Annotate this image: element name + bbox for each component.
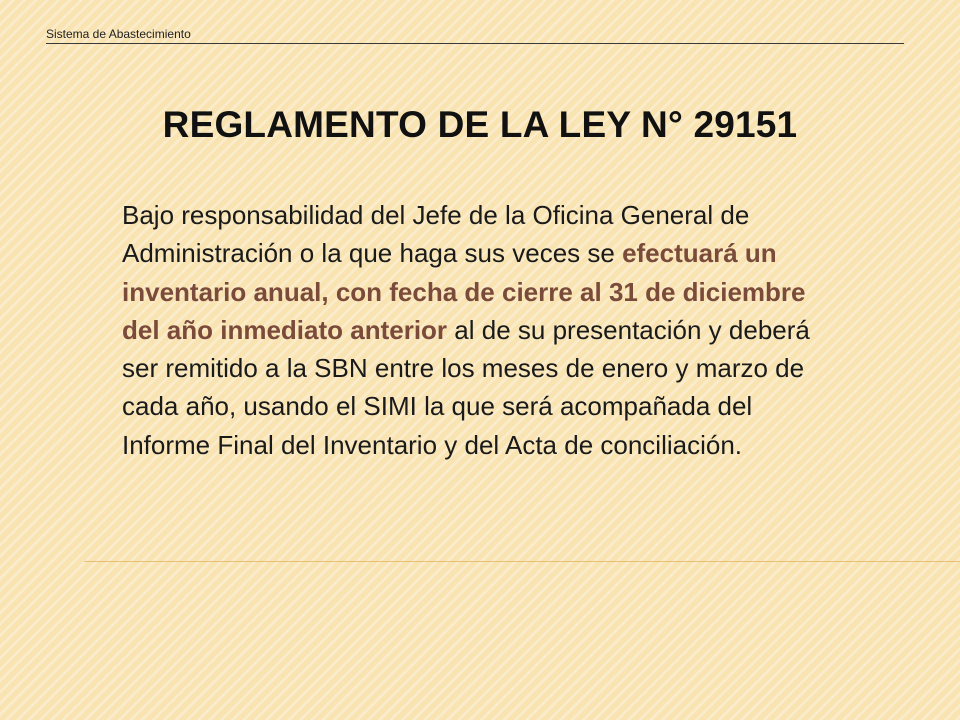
body-text-highlight: efectuará un inventario anual, con fecha de cierre al 31 de diciembre del año inmediato anterior bbox=[122, 238, 806, 345]
body-text-conclusion: al de su presentación y deberá ser remitido a la SBN entre los meses de enero y marzo de cada año, usando el SIMI la que será acompañada del Informe Final del Inventario y del Acta de conciliación. bbox=[122, 314, 810, 460]
bottom-divider bbox=[84, 561, 960, 562]
slide-body-text bbox=[122, 196, 842, 464]
header-label: Sistema de Abastecimiento bbox=[46, 27, 191, 41]
body-text-intro: Bajo responsabilidad del Jefe de la Oficina General de Administración o la que haga sus veces se bbox=[122, 200, 750, 269]
header-divider bbox=[46, 43, 904, 44]
slide-title: REGLAMENTO DE LA LEY N° 29151 bbox=[162, 104, 798, 145]
